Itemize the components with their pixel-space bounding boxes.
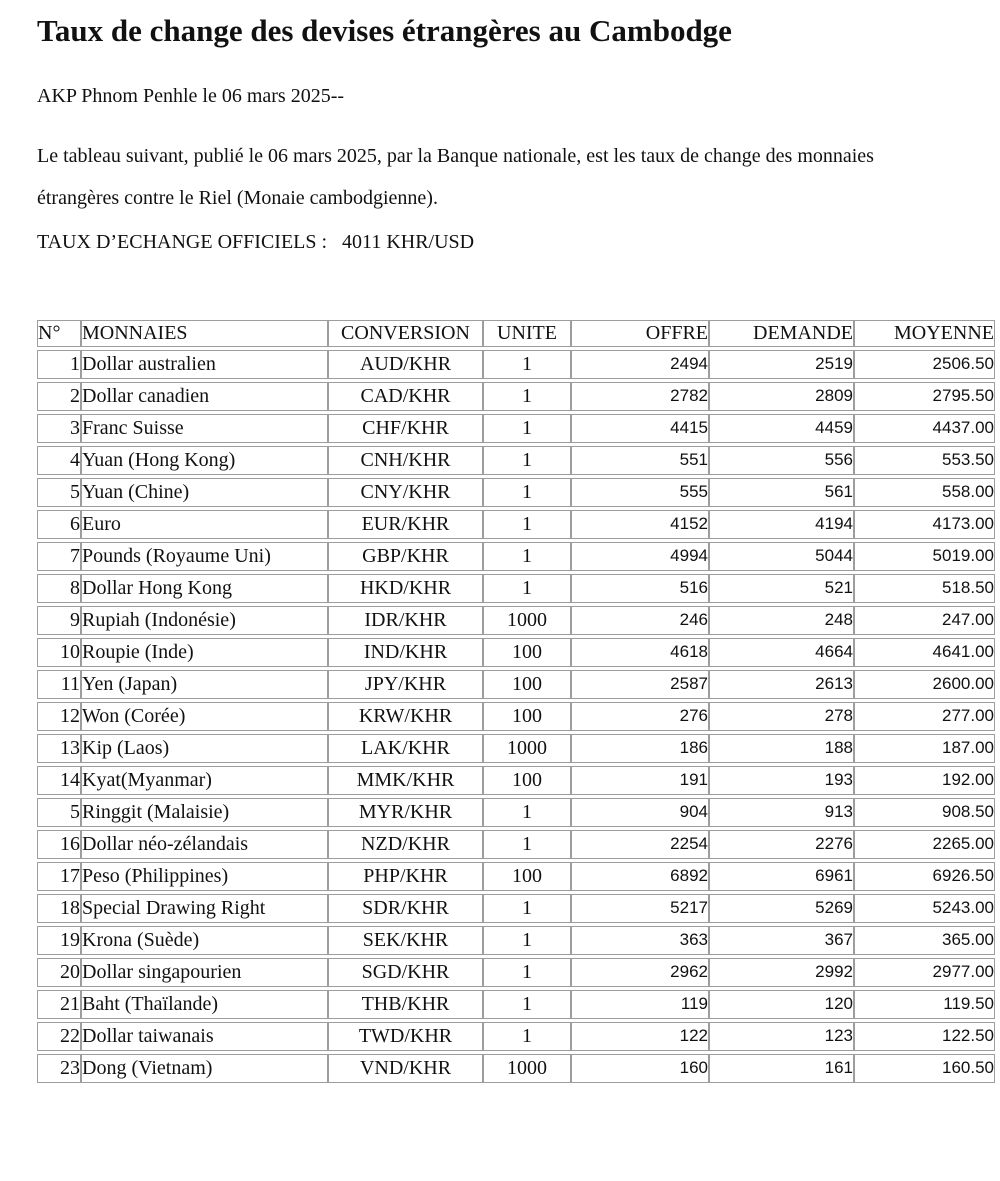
offer-cell: 2962: [571, 958, 709, 987]
table-row: [37, 510, 995, 539]
demand-cell: 2276: [709, 830, 854, 859]
table-row: [37, 702, 995, 731]
row-number-cell: 7: [37, 542, 81, 571]
row-number-cell: 5: [37, 478, 81, 507]
average-cell: 6926.50: [854, 862, 995, 891]
row-number-cell: 12: [37, 702, 81, 731]
conversion-cell: SEK/KHR: [328, 926, 483, 955]
row-number-cell: 21: [37, 990, 81, 1019]
offer-cell: 160: [571, 1054, 709, 1083]
unit-cell: 1: [483, 1022, 571, 1051]
conversion-cell: CHF/KHR: [328, 414, 483, 443]
row-number-cell: 13: [37, 734, 81, 763]
currency-name-cell: Dollar singapourien: [81, 958, 328, 987]
offer-cell: 6892: [571, 862, 709, 891]
row-number-cell: 22: [37, 1022, 81, 1051]
row-number-cell: 10: [37, 638, 81, 667]
conversion-cell: CAD/KHR: [328, 382, 483, 411]
demand-cell: 2809: [709, 382, 854, 411]
offer-cell: 4415: [571, 414, 709, 443]
demand-cell: 4664: [709, 638, 854, 667]
row-number-cell: 4: [37, 446, 81, 475]
row-number-cell: 11: [37, 670, 81, 699]
currency-name-cell: Dollar Hong Kong: [81, 574, 328, 603]
unit-cell: 1: [483, 414, 571, 443]
header-currencies: MONNAIES: [81, 320, 328, 347]
header-average: MOYENNE: [854, 320, 995, 347]
offer-cell: 246: [571, 606, 709, 635]
conversion-cell: TWD/KHR: [328, 1022, 483, 1051]
table-row: [37, 1054, 995, 1083]
currency-name-cell: Pounds (Royaume Uni): [81, 542, 328, 571]
table-row: [37, 926, 995, 955]
row-number-cell: 8: [37, 574, 81, 603]
offer-cell: 186: [571, 734, 709, 763]
table-row: [37, 606, 995, 635]
offer-cell: 516: [571, 574, 709, 603]
demand-cell: 188: [709, 734, 854, 763]
row-number-cell: 5: [37, 798, 81, 827]
row-number-cell: 23: [37, 1054, 81, 1083]
unit-cell: 100: [483, 670, 571, 699]
currency-name-cell: Peso (Philippines): [81, 862, 328, 891]
average-cell: 187.00: [854, 734, 995, 763]
currency-name-cell: Rupiah (Indonésie): [81, 606, 328, 635]
header-offer: OFFRE: [571, 320, 709, 347]
table-row: [37, 1022, 995, 1051]
currency-name-cell: Krona (Suède): [81, 926, 328, 955]
average-cell: 558.00: [854, 478, 995, 507]
conversion-cell: MYR/KHR: [328, 798, 483, 827]
average-cell: 277.00: [854, 702, 995, 731]
unit-cell: 1: [483, 990, 571, 1019]
unit-cell: 1000: [483, 606, 571, 635]
currency-name-cell: Yen (Japan): [81, 670, 328, 699]
intro-paragraph: Le tableau suivant, publié le 06 mars 2025, par la Banque nationale, est les taux de change des monnaies étrangères contre le Riel (Monaie cambodgienne).: [37, 144, 874, 209]
demand-cell: 2519: [709, 350, 854, 379]
offer-cell: 363: [571, 926, 709, 955]
conversion-cell: CNY/KHR: [328, 478, 483, 507]
table-row: [37, 734, 995, 763]
currency-name-cell: Dollar canadien: [81, 382, 328, 411]
table-body: [37, 350, 995, 1083]
offer-cell: 4152: [571, 510, 709, 539]
conversion-cell: EUR/KHR: [328, 510, 483, 539]
conversion-cell: JPY/KHR: [328, 670, 483, 699]
table-row: [37, 830, 995, 859]
average-cell: 119.50: [854, 990, 995, 1019]
average-cell: 2977.00: [854, 958, 995, 987]
demand-cell: 561: [709, 478, 854, 507]
currency-name-cell: Yuan (Hong Kong): [81, 446, 328, 475]
row-number-cell: 1: [37, 350, 81, 379]
conversion-cell: AUD/KHR: [328, 350, 483, 379]
average-cell: 553.50: [854, 446, 995, 475]
currency-name-cell: Dollar australien: [81, 350, 328, 379]
offer-cell: 5217: [571, 894, 709, 923]
table-row: [37, 958, 995, 987]
conversion-cell: IDR/KHR: [328, 606, 483, 635]
conversion-cell: GBP/KHR: [328, 542, 483, 571]
offer-cell: 555: [571, 478, 709, 507]
conversion-cell: THB/KHR: [328, 990, 483, 1019]
demand-cell: 120: [709, 990, 854, 1019]
currency-name-cell: Baht (Thaïlande): [81, 990, 328, 1019]
currency-name-cell: Dong (Vietnam): [81, 1054, 328, 1083]
average-cell: 192.00: [854, 766, 995, 795]
average-cell: 122.50: [854, 1022, 995, 1051]
average-cell: 2795.50: [854, 382, 995, 411]
row-number-cell: 18: [37, 894, 81, 923]
demand-cell: 161: [709, 1054, 854, 1083]
average-cell: 2600.00: [854, 670, 995, 699]
conversion-cell: MMK/KHR: [328, 766, 483, 795]
table-row: [37, 670, 995, 699]
row-number-cell: 3: [37, 414, 81, 443]
offer-cell: 122: [571, 1022, 709, 1051]
unit-cell: 1: [483, 350, 571, 379]
unit-cell: 1: [483, 926, 571, 955]
unit-cell: 1: [483, 798, 571, 827]
demand-cell: 4459: [709, 414, 854, 443]
average-cell: 908.50: [854, 798, 995, 827]
currency-name-cell: Won (Corée): [81, 702, 328, 731]
demand-cell: 5044: [709, 542, 854, 571]
table-row: [37, 382, 995, 411]
average-cell: 2265.00: [854, 830, 995, 859]
average-cell: 4641.00: [854, 638, 995, 667]
table-row: [37, 478, 995, 507]
demand-cell: 367: [709, 926, 854, 955]
demand-cell: 2992: [709, 958, 854, 987]
table-row: [37, 862, 995, 891]
offer-cell: 2494: [571, 350, 709, 379]
demand-cell: 913: [709, 798, 854, 827]
demand-cell: 5269: [709, 894, 854, 923]
unit-cell: 1: [483, 478, 571, 507]
offer-cell: 2587: [571, 670, 709, 699]
row-number-cell: 6: [37, 510, 81, 539]
currency-name-cell: Dollar taiwanais: [81, 1022, 328, 1051]
average-cell: 2506.50: [854, 350, 995, 379]
unit-cell: 1: [483, 382, 571, 411]
table-row: [37, 574, 995, 603]
table-row: [37, 638, 995, 667]
unit-cell: 1: [483, 510, 571, 539]
offer-cell: 904: [571, 798, 709, 827]
average-cell: 4173.00: [854, 510, 995, 539]
page-title: Taux de change des devises étrangères au Cambodge: [37, 13, 732, 48]
row-number-cell: 9: [37, 606, 81, 635]
currency-name-cell: Kyat(Myanmar): [81, 766, 328, 795]
offer-cell: 4618: [571, 638, 709, 667]
conversion-cell: SGD/KHR: [328, 958, 483, 987]
exchange-rate-table: [37, 317, 995, 1086]
average-cell: 247.00: [854, 606, 995, 635]
average-cell: 5243.00: [854, 894, 995, 923]
currency-name-cell: Yuan (Chine): [81, 478, 328, 507]
unit-cell: 100: [483, 766, 571, 795]
table-row: [37, 446, 995, 475]
currency-name-cell: Special Drawing Right: [81, 894, 328, 923]
demand-cell: 521: [709, 574, 854, 603]
row-number-cell: 19: [37, 926, 81, 955]
demand-cell: 278: [709, 702, 854, 731]
conversion-cell: PHP/KHR: [328, 862, 483, 891]
average-cell: 160.50: [854, 1054, 995, 1083]
unit-cell: 100: [483, 638, 571, 667]
row-number-cell: 14: [37, 766, 81, 795]
demand-cell: 193: [709, 766, 854, 795]
unit-cell: 1: [483, 894, 571, 923]
currency-name-cell: Franc Suisse: [81, 414, 328, 443]
conversion-cell: IND/KHR: [328, 638, 483, 667]
unit-cell: 1: [483, 574, 571, 603]
unit-cell: 1000: [483, 1054, 571, 1083]
currency-name-cell: Euro: [81, 510, 328, 539]
offer-cell: 551: [571, 446, 709, 475]
table-row: [37, 766, 995, 795]
row-number-cell: 16: [37, 830, 81, 859]
conversion-cell: HKD/KHR: [328, 574, 483, 603]
average-cell: 5019.00: [854, 542, 995, 571]
table-row: [37, 350, 995, 379]
unit-cell: 1: [483, 542, 571, 571]
header-number: N°: [37, 320, 81, 347]
header-conversion: CONVERSION: [328, 320, 483, 347]
demand-cell: 556: [709, 446, 854, 475]
table-row: [37, 894, 995, 923]
currency-name-cell: Ringgit (Malaisie): [81, 798, 328, 827]
conversion-cell: KRW/KHR: [328, 702, 483, 731]
offer-cell: 191: [571, 766, 709, 795]
average-cell: 518.50: [854, 574, 995, 603]
currency-name-cell: Roupie (Inde): [81, 638, 328, 667]
average-cell: 365.00: [854, 926, 995, 955]
conversion-cell: NZD/KHR: [328, 830, 483, 859]
conversion-cell: VND/KHR: [328, 1054, 483, 1083]
header-demand: DEMANDE: [709, 320, 854, 347]
unit-cell: 1: [483, 830, 571, 859]
offer-cell: 2254: [571, 830, 709, 859]
table-row: [37, 990, 995, 1019]
unit-cell: 1: [483, 446, 571, 475]
demand-cell: 123: [709, 1022, 854, 1051]
unit-cell: 100: [483, 862, 571, 891]
table-row: [37, 414, 995, 443]
row-number-cell: 2: [37, 382, 81, 411]
offer-cell: 119: [571, 990, 709, 1019]
official-rate-line: TAUX D’ECHANGE OFFICIELS : 4011 KHR/USD: [37, 230, 475, 253]
unit-cell: 1: [483, 958, 571, 987]
header-unit: UNITE: [483, 320, 571, 347]
row-number-cell: 17: [37, 862, 81, 891]
conversion-cell: SDR/KHR: [328, 894, 483, 923]
conversion-cell: CNH/KHR: [328, 446, 483, 475]
offer-cell: 276: [571, 702, 709, 731]
table-header-row: [37, 320, 995, 347]
currency-name-cell: Dollar néo-zélandais: [81, 830, 328, 859]
demand-cell: 248: [709, 606, 854, 635]
offer-cell: 2782: [571, 382, 709, 411]
conversion-cell: LAK/KHR: [328, 734, 483, 763]
unit-cell: 100: [483, 702, 571, 731]
average-cell: 4437.00: [854, 414, 995, 443]
demand-cell: 6961: [709, 862, 854, 891]
byline: AKP Phnom Penhle le 06 mars 2025--: [37, 84, 345, 107]
offer-cell: 4994: [571, 542, 709, 571]
row-number-cell: 20: [37, 958, 81, 987]
currency-name-cell: Kip (Laos): [81, 734, 328, 763]
table-row: [37, 798, 995, 827]
table-row: [37, 542, 995, 571]
demand-cell: 4194: [709, 510, 854, 539]
unit-cell: 1000: [483, 734, 571, 763]
demand-cell: 2613: [709, 670, 854, 699]
